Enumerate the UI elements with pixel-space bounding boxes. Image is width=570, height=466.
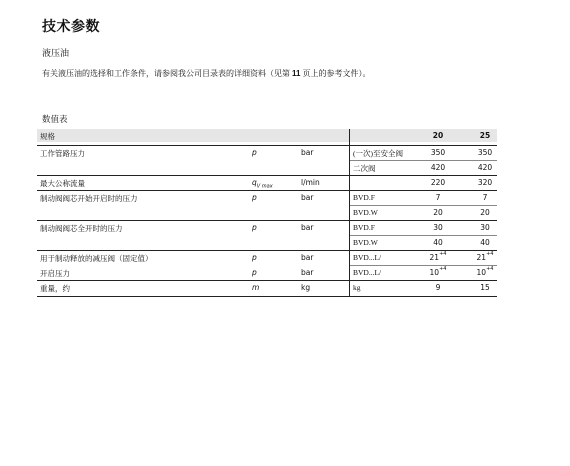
row-unit <box>301 148 313 157</box>
row-condition-text: BVD.W <box>353 208 378 217</box>
row-parameter-name-text: 重量，约 <box>40 284 70 293</box>
header-size-20: 20 <box>432 131 444 140</box>
table-column-rule <box>349 129 350 296</box>
row-unit <box>301 268 313 277</box>
row-value-size-25 <box>470 178 500 187</box>
row-unit-text: kg <box>301 283 311 292</box>
row-condition-text: BVD.F <box>353 193 375 202</box>
row-condition-text: BVD...L/ <box>353 268 382 277</box>
row-condition <box>353 283 361 292</box>
row-condition <box>353 268 381 277</box>
table-row-rule <box>37 220 497 221</box>
table-row-rule <box>37 190 497 191</box>
row-parameter-name <box>40 283 70 294</box>
row-value-size-25-text: 350 <box>477 148 493 157</box>
table-row <box>37 237 497 251</box>
row-condition <box>353 238 378 247</box>
row-value-size-20 <box>423 178 453 187</box>
header-size-25: 25 <box>479 131 491 140</box>
row-parameter-name <box>40 268 70 279</box>
row-symbol <box>252 193 257 202</box>
row-parameter-name-text: 开启压力 <box>40 269 70 278</box>
row-value-size-20 <box>423 223 453 232</box>
page-title: 技术参数 <box>42 20 100 35</box>
row-value-size-25 <box>470 193 500 202</box>
row-unit-text: l/min <box>301 178 320 187</box>
table-row <box>37 192 497 206</box>
row-value-size-20 <box>423 283 453 292</box>
row-unit <box>301 178 320 187</box>
row-value-size-25-tolerance: +4 <box>486 251 494 257</box>
section-heading-hydraulic-fluid: 液压油 <box>42 48 70 58</box>
row-symbol <box>252 268 257 277</box>
row-condition <box>353 208 378 217</box>
row-parameter-name-text: 制动阀阀芯全开时的压力 <box>40 224 123 233</box>
table-row-rule <box>37 145 497 146</box>
table-title: 数值表 <box>42 114 68 124</box>
table-row-rule <box>37 250 497 251</box>
row-symbol <box>252 223 257 232</box>
intro-text-start: 有关液压油的选择和工作条件，请参阅我公司目录表的详细资料（见第 <box>42 69 292 78</box>
row-value-size-25-text: 20 <box>480 208 490 217</box>
row-value-size-20 <box>423 268 453 277</box>
intro-paragraph <box>42 68 370 79</box>
row-symbol-text: p <box>252 193 257 202</box>
table-row-rule <box>37 296 497 297</box>
table-subrow-rule <box>349 160 497 161</box>
row-value-size-20-text: 9 <box>435 283 441 292</box>
row-parameter-name-text: 制动阀阀芯开始开启时的压力 <box>40 194 138 203</box>
row-value-size-20-text: 30 <box>433 223 443 232</box>
row-value-size-25-text: 21 <box>476 253 487 262</box>
row-symbol-text: p <box>252 148 257 157</box>
row-value-size-20 <box>423 238 453 247</box>
table-subrow-rule <box>349 235 497 236</box>
row-value-size-20-text: 20 <box>433 208 443 217</box>
row-parameter-name-text: 最大公称流量 <box>40 179 85 188</box>
row-unit-text: bar <box>301 148 314 157</box>
row-value-size-20-text: 10 <box>429 268 440 277</box>
table-row <box>37 177 497 191</box>
table-row <box>37 162 497 176</box>
row-value-size-20 <box>423 148 453 157</box>
table-row-rule <box>37 280 497 281</box>
row-unit <box>301 223 313 232</box>
table-row <box>37 282 497 296</box>
row-value-size-25 <box>470 238 500 247</box>
table-subrow-rule <box>349 205 497 206</box>
row-value-size-25 <box>470 148 500 157</box>
row-value-size-25-text: 40 <box>480 238 490 247</box>
row-value-size-25-text: 320 <box>477 178 493 187</box>
row-value-size-25-text: 15 <box>480 283 490 292</box>
row-symbol-text: q <box>252 178 257 187</box>
row-value-size-25 <box>470 208 500 217</box>
row-value-size-25 <box>470 283 500 292</box>
row-condition <box>353 148 403 159</box>
row-symbol <box>252 283 259 292</box>
table-row <box>37 267 497 281</box>
row-value-size-20-text: 220 <box>430 178 446 187</box>
row-unit-text: bar <box>301 268 314 277</box>
row-value-size-20 <box>423 208 453 217</box>
row-symbol <box>252 253 257 262</box>
row-value-size-20 <box>423 163 453 172</box>
row-condition-text: BVD.F <box>353 223 375 232</box>
row-unit <box>301 253 313 262</box>
table-row <box>37 222 497 236</box>
row-condition-text: (一次)至安全阀 <box>353 149 403 158</box>
row-parameter-name <box>40 193 138 204</box>
row-parameter-name-text: 用于制动释放的减压阀（固定值） <box>40 254 153 263</box>
row-value-size-20-text: 420 <box>430 163 446 172</box>
row-value-size-25 <box>470 223 500 232</box>
row-value-size-20-text: 7 <box>435 193 441 202</box>
table-subrow-rule <box>349 265 497 266</box>
row-unit-text: bar <box>301 253 314 262</box>
row-condition-text: 二次阀 <box>353 164 376 173</box>
row-symbol-text: m <box>252 283 260 292</box>
row-symbol-text: p <box>252 253 257 262</box>
row-condition-text: BVD...L/ <box>353 253 382 262</box>
row-unit-text: bar <box>301 223 314 232</box>
row-parameter-name-text: 工作管路压力 <box>40 149 85 158</box>
row-parameter-name <box>40 253 153 264</box>
table-row <box>37 207 497 221</box>
row-parameter-name <box>40 223 123 234</box>
row-value-size-25-text: 7 <box>482 193 488 202</box>
row-symbol <box>252 178 273 190</box>
row-value-size-20 <box>423 253 453 262</box>
row-value-size-20 <box>423 193 453 202</box>
row-condition <box>353 253 381 262</box>
intro-page-number: 11 <box>292 69 301 78</box>
row-unit <box>301 193 313 202</box>
row-condition <box>353 163 376 174</box>
header-size-label: 规格 <box>40 132 55 141</box>
row-value-size-25-text: 10 <box>476 268 487 277</box>
row-value-size-20-text: 40 <box>433 238 443 247</box>
row-symbol-text: p <box>252 268 257 277</box>
table-row <box>37 252 497 266</box>
row-unit-text: bar <box>301 193 314 202</box>
intro-text-end: 页上的参考文件）。 <box>300 69 371 78</box>
row-value-size-20-tolerance: +4 <box>439 266 447 272</box>
row-value-size-25 <box>470 253 500 262</box>
row-value-size-20-text: 350 <box>430 148 446 157</box>
row-condition <box>353 193 375 202</box>
row-value-size-20-text: 21 <box>429 253 440 262</box>
table-header-row <box>37 129 497 142</box>
row-value-size-25 <box>470 268 500 277</box>
row-value-size-25-text: 30 <box>480 223 490 232</box>
table-row-rule <box>37 175 497 176</box>
row-condition <box>353 223 375 232</box>
row-symbol <box>252 148 257 157</box>
row-value-size-25-tolerance: +4 <box>486 266 494 272</box>
table-row <box>37 147 497 161</box>
row-symbol-text: p <box>252 223 257 232</box>
row-parameter-name <box>40 178 85 189</box>
row-value-size-25-text: 420 <box>477 163 493 172</box>
row-condition-text: kg <box>353 283 361 292</box>
row-unit <box>301 283 310 292</box>
row-parameter-name <box>40 148 85 159</box>
row-value-size-20-tolerance: +4 <box>439 251 447 257</box>
row-symbol-subscript: V max <box>256 183 273 190</box>
row-value-size-25 <box>470 163 500 172</box>
row-condition-text: BVD.W <box>353 238 378 247</box>
